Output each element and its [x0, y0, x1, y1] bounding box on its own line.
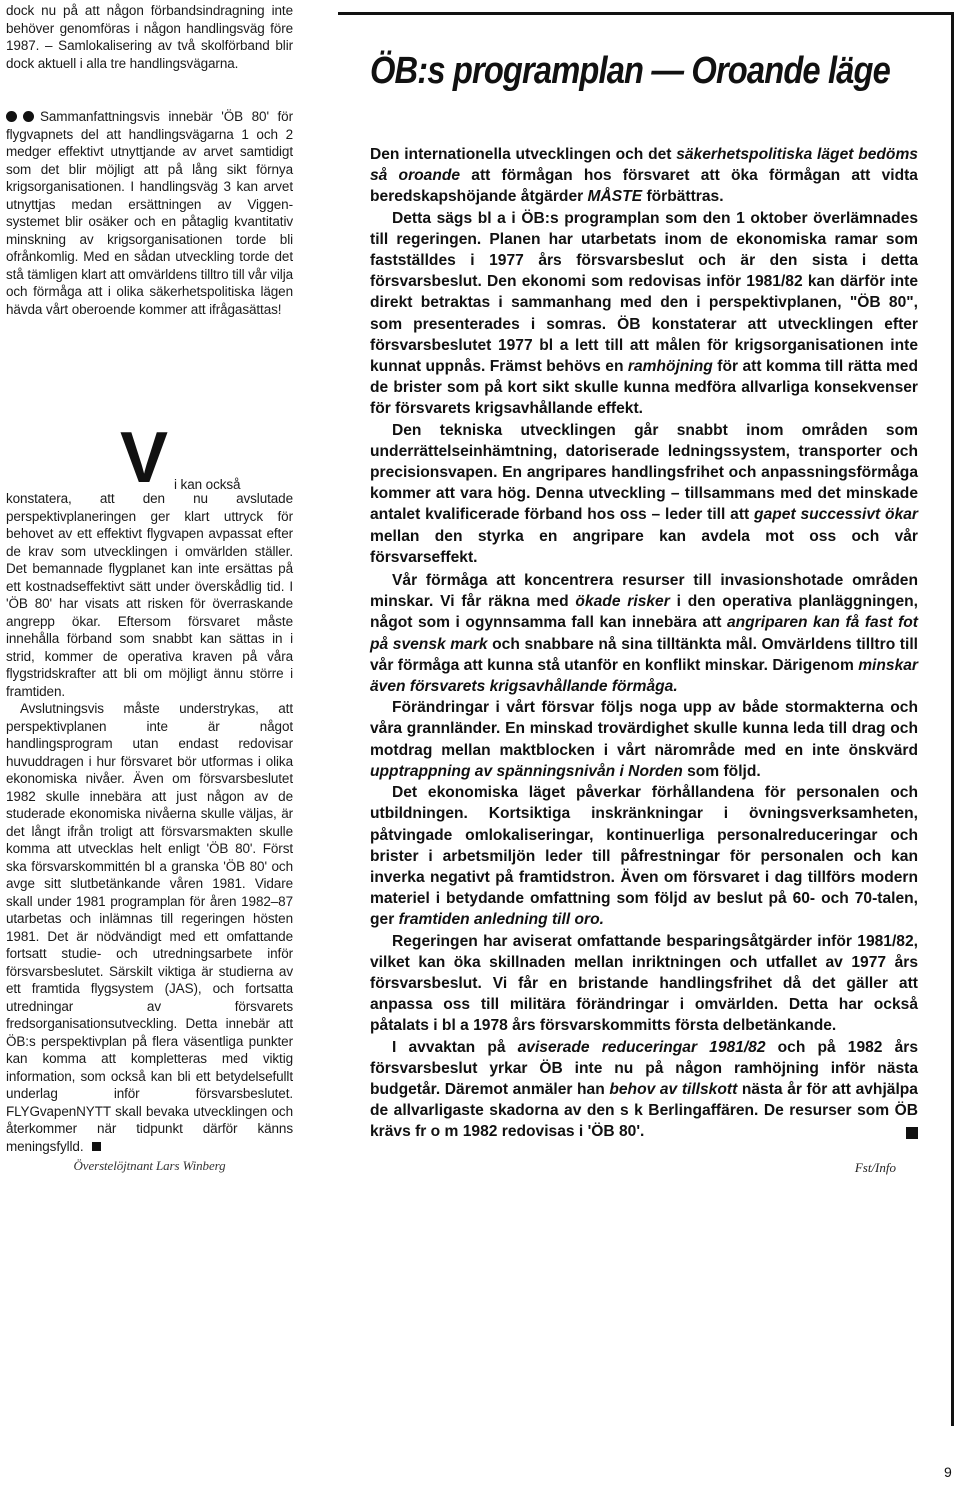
left-article-column	[6, 2, 293, 1175]
left-paragraph: Avslutningsvis måste understrykas, att perspektivplanen inte är något handlingsprogram utan endast redovisar huvuddragen i hur försvaret bör utformas i olika ekonomiska nivåer. Även om försvarsbeslutet 1982 skulle innebära att just någon av de studerade ekonomiska nivåerna skulle väljas, är det långt ifrån troligt att försvarsmakten skulle komma att utvecklas helt enligt 'ÖB 80'. Först ska försvarskommittén bl a granska 'ÖB 80' och avge sitt slutbetänkande våren 1981. Vidare skall under 1981 programplan för åren 1982–87 utarbetas och inlämnas till regeringen hösten 1981. Det är nödvändigt med ett omfattande fortsatt studie- och utredningsarbete inför försvarsbeslutet. Särskilt viktiga är studierna av ett framtida flygsystem (JAS), och fortsatta utredningar av försvarets fredsorganisationsutveckling. Detta innebär att ÖB:s perspektivplan på flera väsentliga punkter kan komma att kompletteras med viktig information, som också kan bli ett betydelsefullt underlag inför försvarsbeslutet. FLYGvapenNYTT skall bevaka utvecklingen och återkommer när tidpunkt därför känns meningsfylld.	[6, 701, 293, 1154]
right-paragraph: I avvaktan på aviserade reduceringar 1981/82 och på 1982 års försvarsbeslut yrkar ÖB inte nu på någon ramhöjning inför nästa budgetår. Däremot anmäler han behov av tillskott nästa år för att avhjälpa de allvarligaste skadorna av den s k Berlingaffären. De resurser som ÖB krävs fr o m 1982 redovisas i 'ÖB 80'.	[370, 1038, 918, 1141]
page-number: 9	[944, 1464, 952, 1480]
right-paragraph: Det ekonomiska läget påverkar förhållandena för personalen och utbildningen. Kortsiktiga inskränkningar i övningsverksamheten, påtvingade omlokaliseringar, kontinuerliga personalreduceringar och brister i arbetsmiljön leder till påfrestningar för personalen och kan inverka negativt på framtidstron. Även om försvaret i dag tillförs modern materiel i betydande omfattning som följd av beslut på 60- och 70-talen, ger framtiden anledning till oro.	[370, 784, 918, 929]
bullet-icon	[23, 111, 34, 122]
left-paragraph: dock nu på att någon förbandsindragning inte behöver genomföras i någon handlingsväg före 1987. – Samlokalisering av två skolförband blir dock aktuell i alla tre handlingsvägarna.	[6, 3, 293, 71]
right-paragraph: Detta sägs bl a i ÖB:s programplan som den 1 oktober överlämnades till regeringen. Planen har utarbetats inom de ekonomiska ramar som fastställdes i 1977 års försvarsbeslut och är den sista i detta försvarsbeslut. Den ekonomi som redovisas inför 1981/82 kan därför inte direkt betraktas i sammanhang med den i perspektivplanen, "ÖB 80", som presenterades i somras. ÖB konstaterar att utvecklingen efter försvarsbeslutet 1977 bl a lett till att målen för krigsorganisationen inte kunnat uppnås. Främst behövs en ramhöjning för att komma till rätta med de brister som på kort sikt skulle kunna medföra allvarliga konsekvenser för försvarets krigsavhållande effekt.	[370, 209, 919, 418]
drop-cap-line	[6, 418, 293, 498]
left-paragraph: konstatera, att den nu avslutade perspektivplaneringen ger klart uttryck för behovet av ett effektivt flygvapen avpassat efter de krav som utvecklingen i omvärlden ställer. Det bemannade flygplanet kan inte ersättas på ett kostnadseffektivt sätt under överskådlig tid. I 'ÖB 80' har visats att risken för överraskande angrepp ökar. Eftersom försvaret måste innehålla förband som snabbt kan sättas in i strid, kommer de operativa kraven på våra flygstridskrafter att bli om möjligt ännu större i framtiden.	[6, 491, 293, 699]
source-signature: Fst/Info	[854, 1159, 896, 1175]
author-signature: Överstelöjtnant Lars Winberg	[73, 1158, 226, 1173]
end-mark-icon	[906, 1127, 918, 1139]
end-mark-icon	[92, 1142, 101, 1151]
right-paragraph: Regeringen har aviserat omfattande besparingsåtgärder inför 1981/82, vilket kan öka skillnaden mellan inriktningen och utfallet av 1977 års försvarsbeslut. Vi får en bristande handlingsfrihet då det gäller att anpassa oss till militära förändringar i omvärlden. Detta har också påtalats i bl a 1978 års försvarskommitts första delbetänkande.	[370, 932, 918, 1035]
left-paragraph: Sammanfattningsvis innebär 'ÖB 80' för flygvapnets del att handlingsvägarna 1 och 2 medger effektivt utnyttjande av arvet samtidigt som det blir möjligt att på lång sikt förnya krigsorganisationen. I handlingsväg 3 kan arvet utnyttjas medan ersättningen av Viggen-systemet blir osäker och en påtaglig kvantitativ minskning av krigsorganisationen torde bli ofrånkomlig. Med en sådan utveckling torde det stå tämligen klart att omvärldens tilltro till vår vilja och förmåga att i olika säkerhetspolitiska lägen hävda vårt oberoende kommer att ifrågasättas!	[6, 109, 293, 317]
bullet-icon	[6, 111, 17, 122]
drop-cap-continuation: i kan också	[174, 477, 241, 492]
right-article-column	[370, 144, 918, 1178]
right-paragraph: Vår förmåga att koncentrera resurser till invasionshotade områden minskar. Vi får räkna med ökade risker i den operativa planläggningen, något som i ogynnsamma fall kan innebära att angriparen kan få fast fot på svensk mark och snabbare nå sina tilltänkta mål. Omvärldens tilltro till vår förmåga att kunna stå utanför en konflikt minskar. Därigenom minskar även försvarets krigsavhållande förmåga.	[370, 572, 919, 696]
article-headline: ÖB:s programplan — Oroande läge	[370, 50, 890, 92]
drop-cap-letter: V	[120, 418, 168, 498]
right-paragraph: Den internationella utvecklingen och det säkerhetspolitiska läget bedöms så oroande att förmågan hos försvaret att öka förmågan att vidta beredskapshöjande åtgärder MÅSTE förbättras.	[370, 146, 918, 206]
right-paragraph: Den tekniska utvecklingen går snabbt inom områden som underrättelseinhämtning, datoriserade ledningssystem, transporter och precisionsvapen. En angripares handlingsfrihet och anpassningsförmåga kommer att vara hög. Denna utveckling – tillsammans med det minskade antalet kvalificerade förband hos oss – leder till att gapet successivt ökar mellan den styrka en angripare kan avdela mot oss och vår försvarseffekt.	[370, 421, 918, 566]
right-paragraph: Förändringar i vårt försvar följs noga upp av både stormakterna och våra grannländer. En minskad trovärdighet skulle kunna leda till drag och motdrag mellan maktblocken i vårt närområde med en inte önskvärd upptrappning av spänningsnivån i Norden som följd.	[370, 699, 918, 780]
